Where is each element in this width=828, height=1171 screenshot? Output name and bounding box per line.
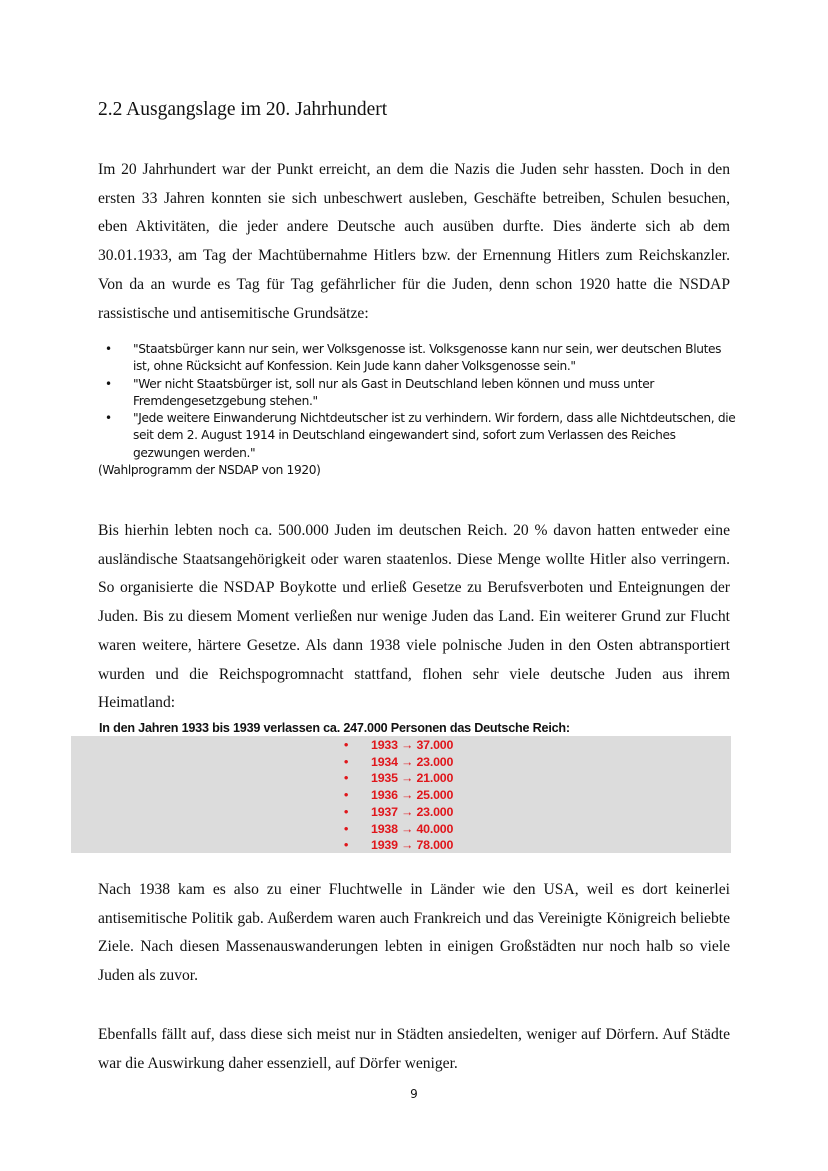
emigration-value: 1939 → 78.000 xyxy=(371,838,454,853)
quote-text: "Wer nicht Staatsbürger ist, soll nur als Gast in Deutschland leben können und muss unter Fremdengesetzgebung stehen." xyxy=(133,376,655,408)
paragraph-intro: Im 20 Jahrhundert war der Punkt erreicht, an dem die Nazis die Juden sehr hassten. Doch in den ersten 33 Jahren konnten sie sich unbeschwert ausleben, Geschäfte betreiben, Schulen besuchen, eben Aktivitäten, die jeder andere Deutsche auch ausüben durfte. Dies änderte sich ab dem 30.01.1933, am Tag der Machtübernahme Hitlers bzw. der Ernennung Hitlers zum Reichskanzler. Von da an wurde es Tag für Tag gefährlicher für die Juden, denn schon 1920 hatte die NSDAP rassistische und antisemitische Grundsätze: xyxy=(98,161,730,322)
quote-list xyxy=(98,341,738,462)
paragraph-flight-wave: Nach 1938 kam es also zu einer Fluchtwelle in Länder wie den USA, weil es dort keinerlei antisemitische Politik gab. Außerdem waren auch Frankreich und das Vereinigte Königreich beliebte Ziele. Nach diesen Massenauswanderungen lebten in einigen Großstädten nur noch halb so viele Juden als zuvor. xyxy=(98,881,730,985)
bullet-icon: • xyxy=(344,754,349,769)
emigration-item xyxy=(342,737,453,754)
bullet-icon: • xyxy=(344,738,349,752)
emigration-item xyxy=(342,787,453,804)
bullet-icon: • xyxy=(344,838,349,853)
bullet-icon: • xyxy=(105,376,112,391)
quote-item xyxy=(98,410,738,462)
bullet-icon: • xyxy=(105,342,112,356)
bullet-icon: • xyxy=(344,771,349,786)
quote-text: "Staatsbürger kann nur sein, wer Volksgenosse ist. Volksgenosse kann nur sein, wer deutschen Blutes ist, ohne Rücksicht auf Konfession. Kein Jude kann daher Volksgenosse sein." xyxy=(133,342,722,374)
emigration-list xyxy=(342,737,453,854)
bullet-icon: • xyxy=(344,821,349,836)
emigration-value: 1936 → 25.000 xyxy=(371,788,454,803)
emigration-value: 1938 → 40.000 xyxy=(371,821,454,836)
bullet-icon: • xyxy=(344,804,349,819)
emigration-value: 1935 → 21.000 xyxy=(371,771,454,786)
emigration-item xyxy=(342,821,453,838)
emigration-value: 1937 → 23.000 xyxy=(371,804,454,819)
quote-text: "Jede weitere Einwanderung Nichtdeutscher ist zu verhindern. Wir fordern, dass alle Nichtdeutschen, die seit dem 2. August 1914 in Deutschland eingewandert sind, sofort zum Verlassen des Reiches gezwungen werden." xyxy=(133,411,736,460)
emigration-value: 1934 → 23.000 xyxy=(371,754,454,769)
quote-item xyxy=(98,376,738,411)
emigration-title: In den Jahren 1933 bis 1939 verlassen ca. 247.000 Personen das Deutsche Reich: xyxy=(99,721,570,735)
emigration-value: 1933 → 37.000 xyxy=(371,738,454,752)
emigration-item xyxy=(342,754,453,771)
page-number: 9 xyxy=(410,1087,418,1101)
nsdap-quote-block xyxy=(98,341,738,479)
emigration-item xyxy=(342,770,453,787)
emigration-item xyxy=(342,837,453,854)
bullet-icon: • xyxy=(105,411,112,426)
section-heading: 2.2 Ausgangslage im 20. Jahrhundert xyxy=(98,99,388,120)
quote-source: (Wahlprogramm der NSDAP von 1920) xyxy=(98,463,321,478)
bullet-icon: • xyxy=(344,788,349,803)
emigration-item xyxy=(342,804,453,821)
paragraph-population: Bis hierhin lebten noch ca. 500.000 Juden im deutschen Reich. 20 % davon hatten entweder eine ausländische Staatsangehörigkeit oder waren staatenlos. Diese Menge wollte Hitler also verringern. So organisierte die NSDAP Boykotte und erließ Gesetze zu Berufsverboten und Enteignungen der Juden. Bis zu diesem Moment verließen nur wenige Juden das Land. Ein weiterer Grund zur Flucht waren weitere, härtere Gesetze. Als dann 1938 viele polnische Juden in den Osten abtransportiert wurden und die Reichspogromnacht stattfand, flohen sehr viele deutsche Juden aus ihrem Heimatland: xyxy=(98,522,730,712)
quote-item xyxy=(98,341,738,376)
paragraph-cities: Ebenfalls fällt auf, dass diese sich meist nur in Städten ansiedelten, weniger auf Dörfern. Auf Städte war die Auswirkung daher essenziell, auf Dörfer weniger. xyxy=(98,1026,730,1072)
